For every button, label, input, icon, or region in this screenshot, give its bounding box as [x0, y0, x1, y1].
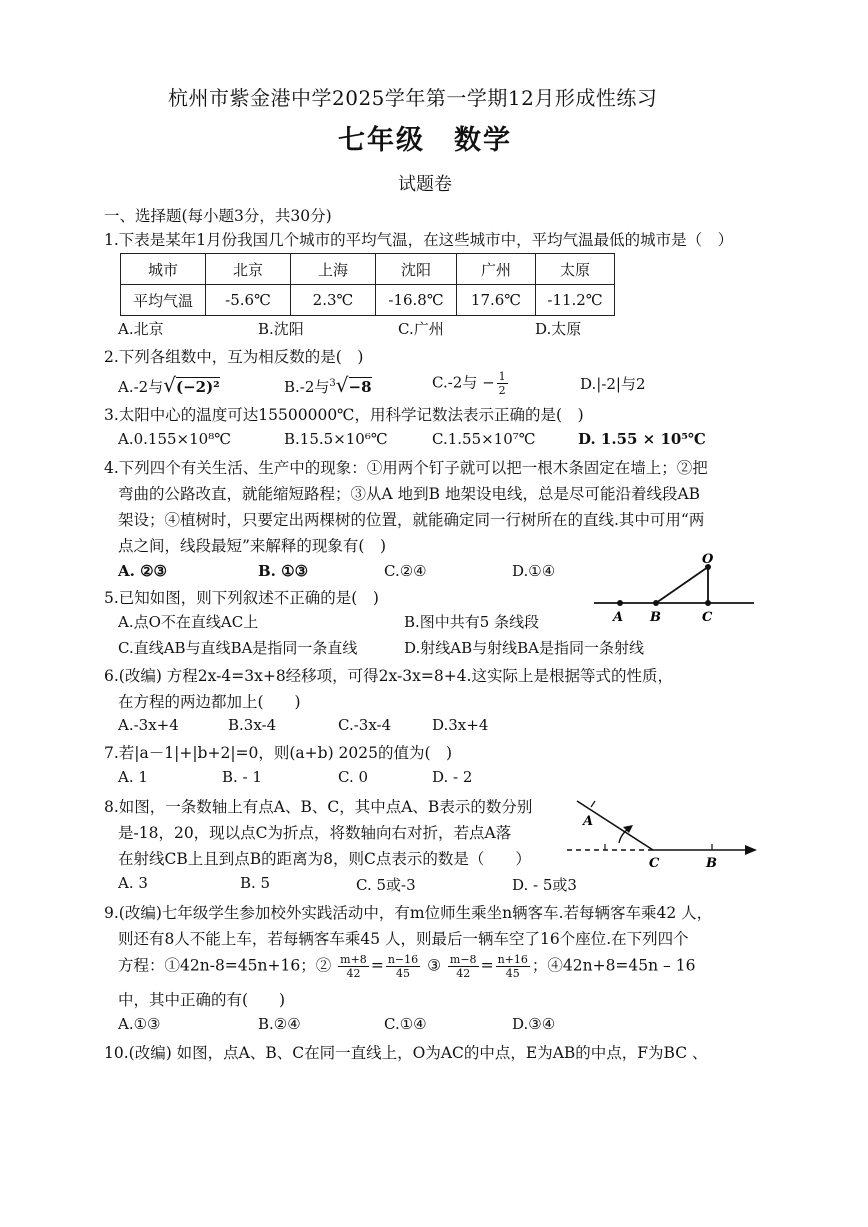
q2-c-num: 1 — [498, 370, 506, 383]
q6-option-a: A.-3x+4 — [118, 716, 179, 734]
q5-option-a: A.点O不在直线AC上 — [118, 613, 259, 631]
q5-figure — [588, 552, 758, 632]
q3-option-c: C.1.55×10⁷℃ — [432, 430, 536, 448]
table-cell: -5.6℃ — [206, 285, 291, 316]
q9-eq-mid2: ③ — [427, 956, 441, 975]
table-cell: 平均气温 — [121, 285, 206, 316]
table-cell: -11.2℃ — [536, 285, 615, 316]
q9-eq-mid3: = — [480, 956, 494, 975]
q4-option-a: A. ②③ — [118, 562, 167, 580]
q4-option-c: C.②④ — [384, 562, 427, 580]
q5-label-b: B — [650, 610, 661, 625]
q1-option-b: B.沈阳 — [258, 320, 304, 338]
q4-line-4: 点之间，线段最短”来解释的现象有( ) — [118, 537, 387, 555]
q6-option-c: C.-3x-4 — [338, 716, 392, 734]
q2-b-radicand: −8 — [348, 378, 372, 396]
q2-option-b: B.-2与$^3$√−8 — [284, 373, 372, 397]
q1-stem: 1.下表是某年1月份我国几个城市的平均气温，在这些城市中，平均气温最低的城市是（ ） — [104, 231, 734, 249]
q9-line-end: 中，其中正确的有( ) — [118, 991, 286, 1009]
section-heading: 一、选择题(每小题3分，共30分) — [104, 207, 332, 225]
table-cell: 城市 — [121, 254, 206, 285]
q2-b-index: 3 — [329, 378, 336, 389]
q6-line-2: 在方程的两边都加上( ) — [118, 693, 301, 711]
q9-f2-den: 42 — [346, 967, 361, 980]
q8-label-c: C — [649, 856, 660, 870]
q7-option-b: B. - 1 — [222, 768, 262, 786]
q8-line-2: 是-18，20，现以点C为折点，将数轴向右对折，若点A落 — [118, 824, 512, 842]
q7-option-a: A. 1 — [118, 768, 148, 786]
q9-option-b: B.②④ — [258, 1015, 301, 1033]
q5-label-a: A — [613, 610, 624, 625]
q2-a-prefix: A.-2与 — [118, 378, 164, 396]
q2-c-prefix: C.-2与 − — [432, 373, 495, 392]
q6-line-1: 6.(改编) 方程2x-4=3x+8经移项，可得2x-3x=8+4.这实际上是根据等式的性质， — [104, 667, 673, 685]
q5-point-a — [617, 600, 623, 606]
q9-f2b-den: 45 — [395, 967, 410, 980]
table-cell: 17.6℃ — [457, 285, 536, 316]
q7-stem: 7.若|a－1|+|b+2|=0，则(a+b) 2025的值为( ) — [104, 744, 453, 762]
q4-option-d: D.①④ — [512, 562, 556, 580]
q4-line-2: 弯曲的公路改直，就能缩短路程；③从A 地到B 地架设电线，总是尽可能沿着线段AB — [118, 485, 701, 503]
table-cell: 上海 — [291, 254, 376, 285]
q4-line-3: 架设；④植树时，只要定出两棵树的位置，就能确定同一行树所在的直线.其中可用“两 — [118, 511, 705, 529]
q2-stem: 2.下列各组数中，互为相反数的是( ) — [104, 348, 364, 366]
exam-title: 杭州市紫金港中学2025学年第一学期12月形成性练习 — [168, 86, 658, 110]
q5-stem: 5.已知如图，则下列叙述不正确的是( ) — [104, 589, 379, 607]
table-cell: 太原 — [536, 254, 615, 285]
q3-option-d: D. 1.55 × 10⁵℃ — [578, 430, 706, 448]
q2-a-radicand: (−2)² — [175, 378, 220, 396]
q8-tick-fold — [591, 801, 595, 807]
q9-eq-mid1: = — [370, 956, 384, 975]
q9-eq-prefix: 方程：①42n-8=45n+16；② — [118, 956, 332, 975]
q4-line-1: 4.下列四个有关生活、生产中的现象：①用两个钉子就可以把一根木条固定在墙上；②把 — [104, 459, 708, 477]
q5-segment-bo — [656, 567, 708, 603]
q8-label-b: B — [706, 856, 717, 870]
q7-option-c: C. 0 — [338, 768, 369, 786]
q8-option-d: D. - 5或3 — [512, 876, 577, 894]
q8-line-3: 在射线CB上且到点B的距离为8，则C点表示的数是（ ） — [118, 850, 531, 868]
table-cell: 广州 — [457, 254, 536, 285]
q8-label-a: A — [583, 814, 594, 829]
q9-f3-den: 42 — [456, 967, 471, 980]
q2-option-d: D.|-2|与2 — [580, 375, 646, 393]
q9-option-a: A.①③ — [118, 1015, 161, 1033]
q3-option-b: B.15.5×10⁶℃ — [284, 430, 388, 448]
q5-point-c — [705, 600, 711, 606]
q9-eq-tail: ；④42n+8=45n – 16 — [531, 956, 696, 975]
q4-option-b: B. ①③ — [258, 562, 309, 580]
temperature-table — [120, 253, 615, 316]
q10-line: 10.(改编) 如图，点A、B、C在同一直线上，O为AC的中点，E为AB的中点，F为BC 、 — [104, 1044, 708, 1062]
q6-option-b: B.3x-4 — [228, 716, 277, 734]
q9-option-c: C.①④ — [384, 1015, 427, 1033]
q9-f2b-num: n−16 — [387, 953, 419, 966]
paper-label: 试题卷 — [398, 174, 452, 195]
q8-line-1: 8.如图，一条数轴上有点A、B、C，其中点A、B表示的数分别 — [104, 798, 533, 816]
q5-point-b — [653, 600, 659, 606]
q9-option-d: D.③④ — [512, 1015, 556, 1033]
q8-figure — [565, 795, 760, 870]
q8-option-a: A. 3 — [118, 874, 148, 892]
q6-option-d: D.3x+4 — [432, 716, 489, 734]
q5-option-d: D.射线AB与射线BA是指同一条射线 — [404, 639, 644, 657]
q9-f3b-den: 45 — [505, 967, 520, 980]
exam-subtitle: 七年级 数学 — [338, 125, 512, 156]
q1-option-a: A.北京 — [118, 320, 164, 338]
q9-f3-num: m−8 — [449, 953, 477, 966]
q5-label-o: O — [702, 552, 714, 567]
q9-line-1: 9.(改编)七年级学生参加校外实践活动中，有m位师生乘坐n辆客车.若每辆客车乘42 人， — [104, 904, 713, 922]
q9-line-2: 则还有8人不能上车，若每辆客车乘45 人，则最后一辆车空了16个座位.在下列四个 — [118, 930, 689, 948]
q3-option-a: A.0.155×10⁸℃ — [118, 430, 231, 448]
q5-label-c: C — [702, 610, 713, 625]
table-row — [121, 254, 615, 285]
table-cell: 沈阳 — [376, 254, 457, 285]
table-cell: -16.8℃ — [376, 285, 457, 316]
table-cell: 北京 — [206, 254, 291, 285]
q9-f2-num: m+8 — [340, 953, 367, 966]
q2-option-a: A.-2与√(−2)² — [118, 373, 220, 397]
q2-option-c — [432, 370, 510, 397]
q8-option-c: C. 5或-3 — [356, 876, 416, 894]
q9-f3b-num: n+16 — [497, 953, 528, 966]
q9-equations — [118, 953, 695, 980]
q1-option-d: D.太原 — [535, 320, 582, 338]
q5-option-b: B.图中共有5 条线段 — [404, 613, 540, 631]
q2-c-den: 2 — [498, 384, 506, 397]
q5-option-c: C.直线AB与直线BA是指同一条直线 — [118, 639, 358, 657]
table-cell: 2.3℃ — [291, 285, 376, 316]
q1-option-c: C.广州 — [398, 320, 444, 338]
q8-option-b: B. 5 — [240, 874, 271, 892]
table-row — [121, 285, 615, 316]
q3-stem: 3.太阳中心的温度可达15500000℃，用科学记数法表示正确的是( ) — [104, 406, 584, 424]
q2-b-prefix: B.-2与 — [284, 378, 330, 396]
q7-option-d: D. - 2 — [432, 768, 473, 786]
q8-axis-arrowhead — [745, 845, 757, 855]
